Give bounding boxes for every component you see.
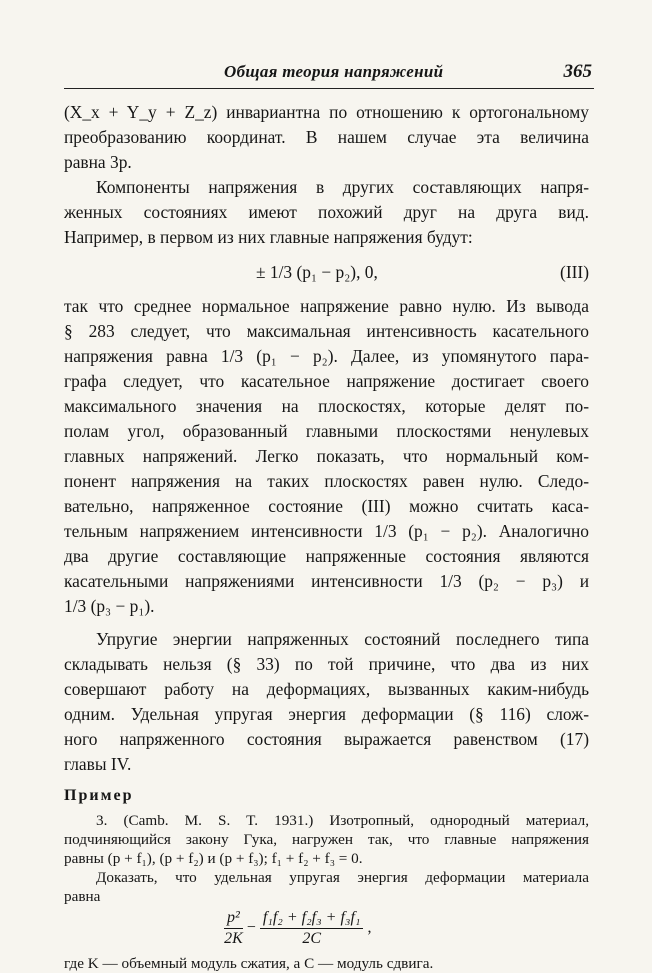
text-line: Упругие энергии напряженных состояний последнего типа (96, 629, 589, 649)
fraction-p-squared (224, 908, 243, 949)
example-line: равна (64, 888, 101, 905)
text-line: два другие составляющие напряженные состояния являются (64, 546, 589, 566)
text-line: совершают работу на деформациях, вызванных каким-нибудь (64, 679, 589, 699)
text-line: ного напряженного состояния выражается равенством (17) (64, 729, 589, 749)
text-line: так что среднее нормальное напряжение равно нулю. Из вывода (64, 296, 589, 316)
text-line: Компоненты напряжения в других составляющих напря- (96, 177, 589, 197)
example-line: 3. (Camb. M. S. T. 1931.) Изотропный, однородный материал, (96, 812, 589, 829)
spacer (64, 619, 589, 627)
text-line: одним. Удельная упругая энергия деформации (§ 116) слож- (64, 704, 589, 724)
example-text (64, 811, 589, 906)
formula-tag: (III) (560, 262, 589, 282)
comma: , (367, 919, 372, 937)
text-line: графа следует, что касательное напряжение достигает своего (64, 371, 589, 391)
page-header (64, 60, 594, 89)
text-line: вательно, напряженное состояние (III) можно считать каса- (64, 496, 589, 516)
text-line: касательными напряжениями интенсивности 1/3 (p₂ − p₃) и (64, 571, 589, 591)
example-line: подчиняющийся закону Гука, нагружен так, что главные напряжения (64, 831, 589, 848)
minus-sign: − (246, 919, 256, 937)
text-line: § 283 следует, что максимальная интенсивность касательного (64, 321, 589, 341)
paragraph-4 (64, 627, 589, 777)
paragraph-1 (64, 100, 589, 175)
text-line: максимального значения на плоскостях, которые делят по- (64, 396, 589, 416)
text-line: складывать нельзя (§ 33) по той причине, что два из них (64, 654, 589, 674)
text-line: 1/3 (p₃ − p₁). (64, 596, 155, 616)
text-line: женных состояниях имеют похожий друг на друга вид. (64, 202, 589, 222)
text-line: тельным напряжением интенсивности 1/3 (p₁ − p₂). Аналогично (64, 521, 589, 541)
closing-line: где K — объемный модуль сжатия, а C — модуль сдвига. (64, 955, 434, 972)
fraction-numerator: p² (224, 908, 243, 929)
text-line: полам угол, образованный главными плоскостями ненулевых (64, 421, 589, 441)
text-line: преобразованию координат. В нашем случае эта величина (64, 127, 589, 147)
formula-expression: ± 1/3 (p₁ − p₂), 0, (256, 262, 378, 282)
text-line: главы IV. (64, 754, 132, 774)
paragraph-3 (64, 294, 589, 619)
fraction-numerator: f₁f₂ + f₂f₃ + f₃f₁ (260, 908, 364, 929)
fraction-denominator: 2K (224, 930, 243, 947)
text-line: равна 3p. (64, 152, 132, 172)
text-line: напряжения равна 1/3 (p₁ − p₂). Далее, из упомянутого пара- (64, 346, 589, 366)
formula-iii (64, 250, 589, 294)
text-line: главных напряжений. Легко показать, что нормальный ком- (64, 446, 589, 466)
fraction-f-terms (260, 908, 364, 949)
text-line: Например, в первом из них главные напряжения будут: (64, 227, 473, 247)
paragraph-2 (64, 175, 589, 250)
fraction-denominator: 2C (302, 930, 321, 947)
running-title: Общая теория напряжений (224, 62, 444, 81)
text-line: понент напряжения на таких плоскостях равен нулю. Следо- (64, 471, 589, 491)
page-body (64, 100, 589, 973)
energy-formula (64, 906, 589, 954)
example-line: Доказать, что удельная упругая энергия деформации материала (96, 869, 589, 886)
example-title: Пример (64, 787, 134, 804)
page-number: 365 (563, 61, 592, 82)
example-line: равны (p + f₁), (p + f₂) и (p + f₃); f₁ + f₂ + f₃ = 0. (64, 850, 363, 867)
energy-formula-expression (224, 908, 371, 949)
text-line: (X_x + Y_y + Z_z) инвариантна по отношению к ортогональному (64, 102, 589, 122)
